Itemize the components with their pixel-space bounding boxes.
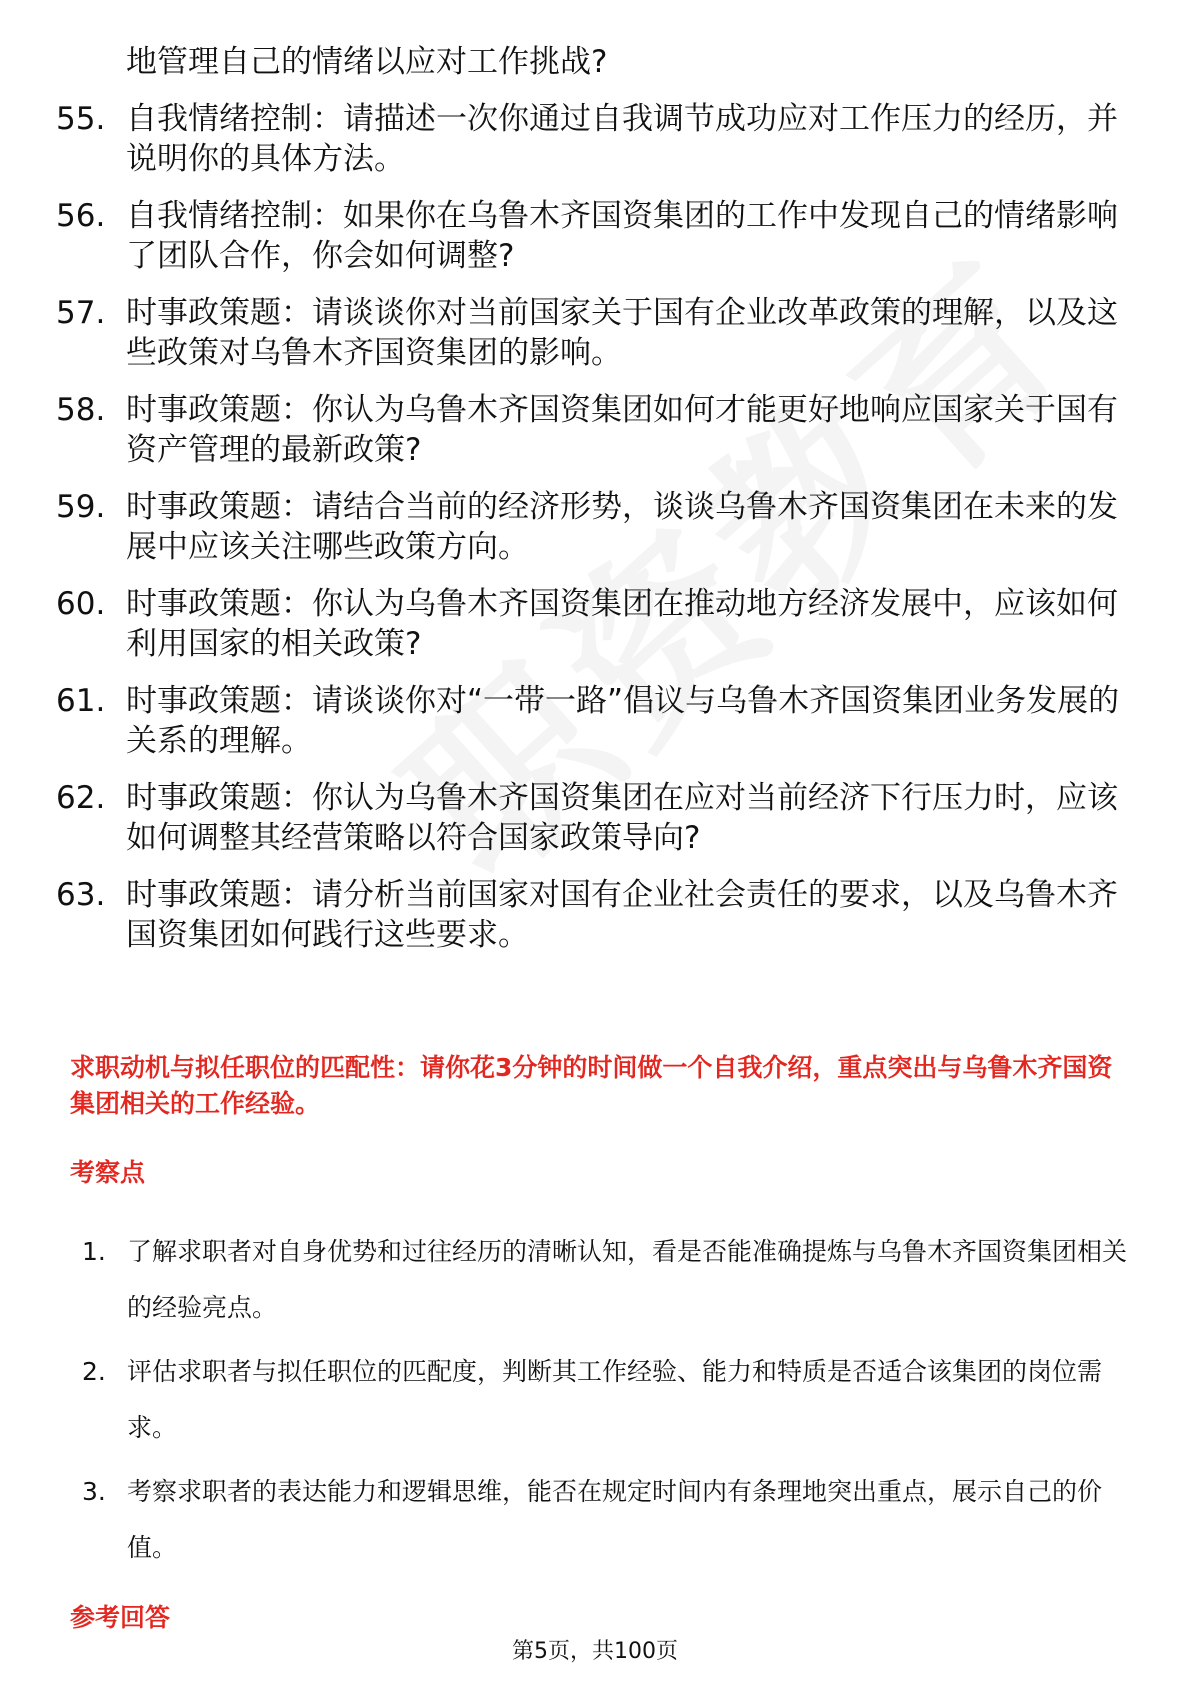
question-text: 自我情绪控制：如果你在乌鲁木齐国资集团的工作中发现自己的情绪影响了团队合作，你会如何调整?	[126, 198, 1118, 274]
assessment-point	[82, 1224, 1127, 1336]
question-item	[56, 293, 1136, 373]
question-number: 61.	[56, 683, 106, 719]
question-item	[56, 778, 1136, 858]
point-text: 了解求职者对自身优势和过往经历的清晰认知，看是否能准确提炼与乌鲁木齐国资集团相关的经验亮点。	[127, 1237, 1128, 1322]
question-number: 55.	[56, 101, 106, 137]
page-footer: 第5页，共100页	[512, 1639, 678, 1664]
question-number: 58.	[56, 392, 106, 428]
question-item	[56, 681, 1136, 761]
question-text: 时事政策题：请谈谈你对当前国家关于国有企业改革政策的理解，以及这些政策对乌鲁木齐国资集团的影响。	[126, 295, 1118, 371]
question-text: 时事政策题：你认为乌鲁木齐国资集团在推动地方经济发展中，应该如何利用国家的相关政策?	[126, 586, 1118, 662]
question-text: 时事政策题：你认为乌鲁木齐国资集团如何才能更好地响应国家关于国有资产管理的最新政策?	[126, 392, 1118, 468]
question-number: 56.	[56, 198, 106, 234]
point-text: 评估求职者与拟任职位的匹配度，判断其工作经验、能力和特质是否适合该集团的岗位需求。	[127, 1357, 1103, 1442]
point-text: 考察求职者的表达能力和逻辑思维，能否在规定时间内有条理地突出重点，展示自己的价值。	[127, 1477, 1103, 1562]
question-item	[56, 487, 1136, 567]
assessment-point	[82, 1344, 1127, 1456]
assessment-points-list	[82, 1224, 1127, 1584]
question-text: 时事政策题：请结合当前的经济形势，谈谈乌鲁木齐国资集团在未来的发展中应该关注哪些政策方向。	[126, 489, 1118, 565]
question-number: 59.	[56, 489, 106, 525]
question-text: 时事政策题：请谈谈你对“一带一路”倡议与乌鲁木齐国资集团业务发展的关系的理解。	[126, 683, 1120, 759]
point-number: 1.	[82, 1237, 106, 1266]
question-list	[56, 42, 1136, 972]
reference-answer-heading: 参考回答	[70, 1603, 171, 1632]
question-text: 时事政策题：你认为乌鲁木齐国资集团在应对当前经济下行压力时，应该如何调整其经营策略以符合国家政策导向?	[126, 780, 1118, 856]
question-continuation: 地管理自己的情绪以应对工作挑战?	[126, 44, 608, 80]
question-text: 时事政策题：请分析当前国家对国有企业社会责任的要求，以及乌鲁木齐国资集团如何践行这些要求。	[126, 877, 1118, 953]
section-title: 求职动机与拟任职位的匹配性：请你花3分钟的时间做一个自我介绍，重点突出与乌鲁木齐国资集团相关的工作经验。	[70, 1053, 1113, 1118]
point-number: 2.	[82, 1357, 106, 1386]
question-item	[56, 584, 1136, 664]
question-item	[56, 390, 1136, 470]
point-number: 3.	[82, 1477, 106, 1506]
question-item	[56, 99, 1136, 179]
assessment-points-heading: 考察点	[70, 1158, 146, 1187]
question-number: 62.	[56, 780, 106, 816]
question-number: 60.	[56, 586, 106, 622]
question-item	[56, 875, 1136, 955]
question-text: 自我情绪控制：请描述一次你通过自我调节成功应对工作压力的经历，并说明你的具体方法。	[126, 101, 1118, 177]
question-item	[56, 196, 1136, 276]
question-number: 57.	[56, 295, 106, 331]
question-number: 63.	[56, 877, 106, 913]
assessment-point	[82, 1464, 1127, 1576]
